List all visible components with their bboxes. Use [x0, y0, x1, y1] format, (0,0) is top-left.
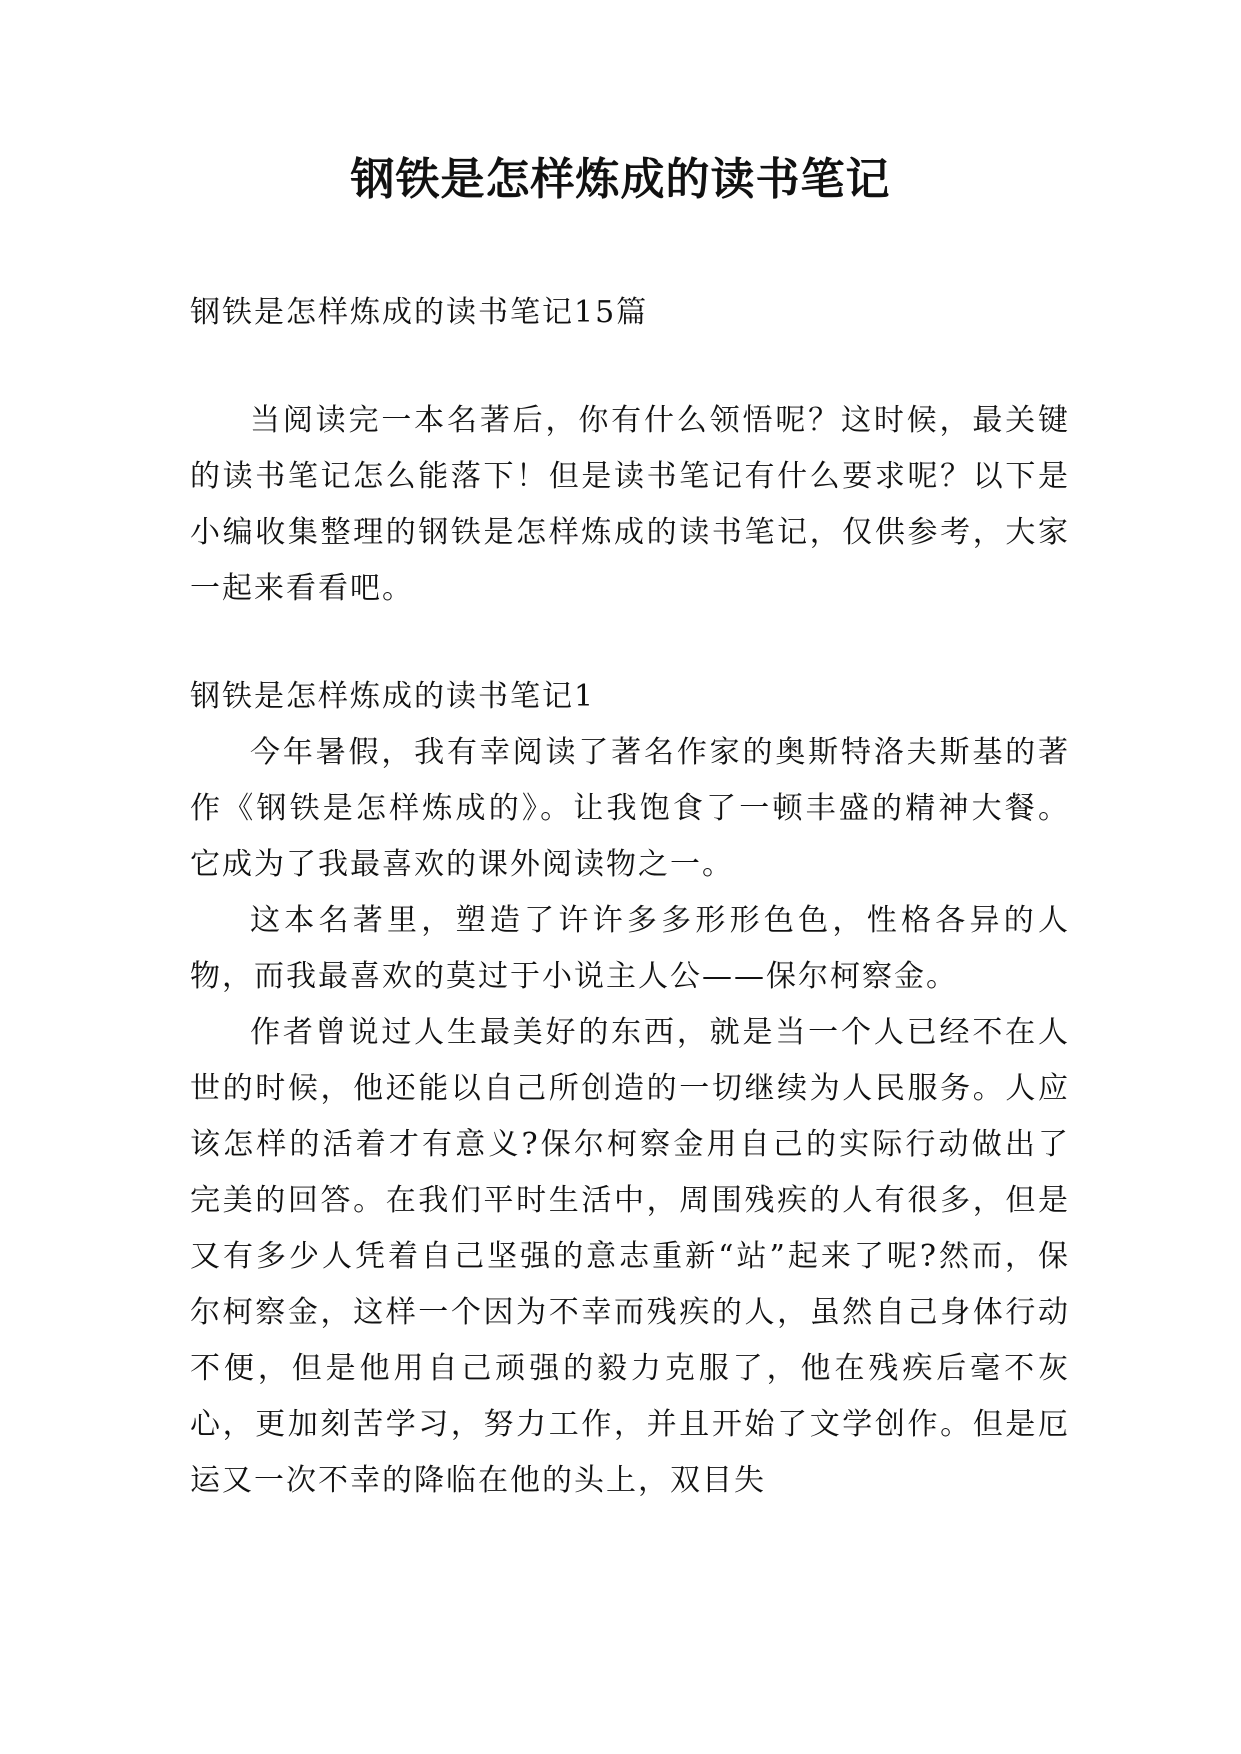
body-paragraph: 这本名著里，塑造了许许多多形形色色，性格各异的人物，而我最喜欢的莫过于小说主人公——保尔柯察金。: [190, 903, 1070, 994]
document-body: [190, 285, 1070, 1509]
body-paragraph: 今年暑假，我有幸阅读了著名作家的奥斯特洛夫斯基的著作《钢铁是怎样炼成的》。让我饱食了一顿丰盛的精神大餐。它成为了我最喜欢的课外阅读物之一。: [190, 735, 1070, 882]
intro-paragraph: 当阅读完一本名著后，你有什么领悟呢？这时候，最关键的读书笔记怎么能落下！但是读书笔记有什么要求呢？以下是小编收集整理的钢铁是怎样炼成的读书笔记，仅供参考，大家一起来看看吧。: [190, 403, 1070, 606]
document-subtitle: 钢铁是怎样炼成的读书笔记15篇: [190, 295, 649, 330]
document-title: 钢铁是怎样炼成的读书笔记: [350, 154, 891, 205]
body-paragraph: 作者曾说过人生最美好的东西，就是当一个人已经不在人世的时候，他还能以自己所创造的一切继续为人民服务。人应该怎样的活着才有意义?保尔柯察金用自己的实际行动做出了完美的回答。在我们平时生活中，周围残疾的人有很多，但是又有多少人凭着自己坚强的意志重新“站”起来了呢?然而，保尔柯察金，这样一个因为不幸而残疾的人，虽然自己身体行动不便，但是他用自己顽强的毅力克服了，他在残疾后毫不灰心，更加刻苦学习，努力工作，并且开始了文学创作。但是厄运又一次不幸的降临在他的头上，双目失: [190, 1015, 1070, 1498]
section-heading: 钢铁是怎样炼成的读书笔记1: [190, 679, 596, 714]
